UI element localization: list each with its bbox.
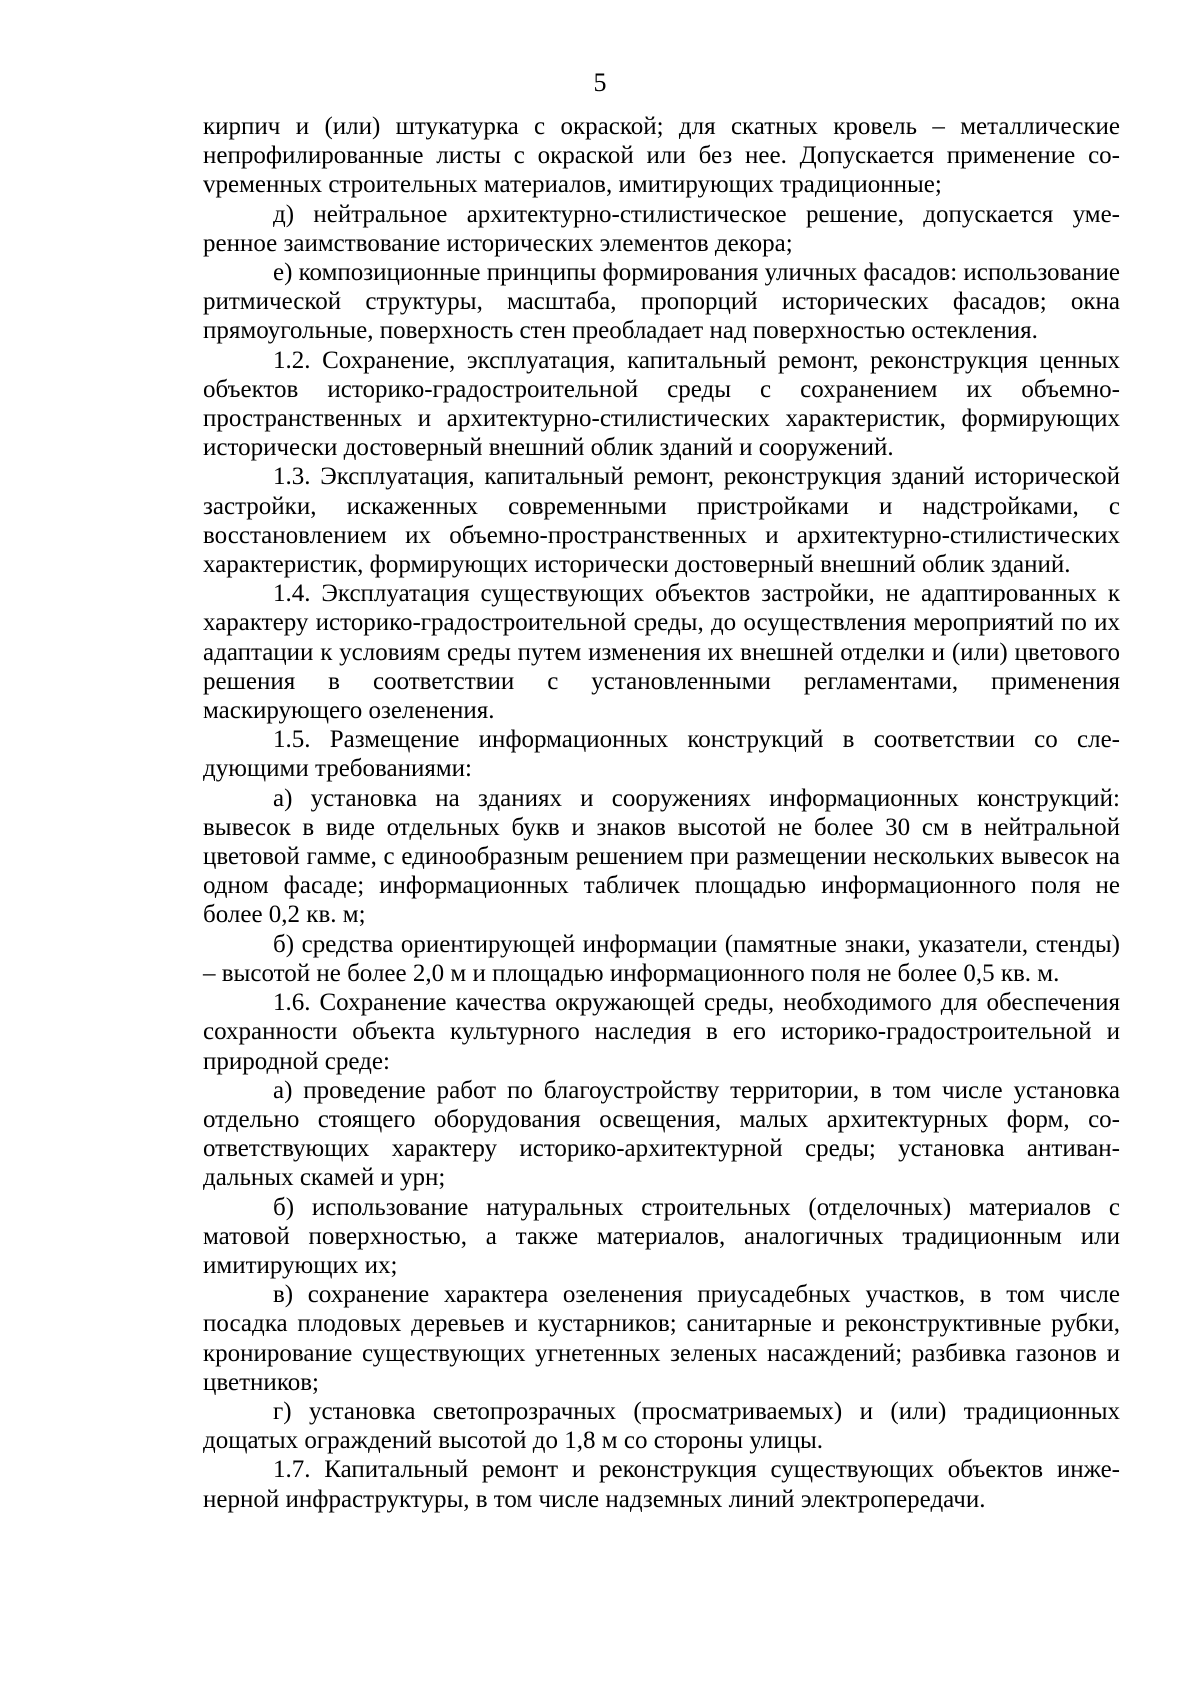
paragraph-1-5-a: а) установка на зданиях и сооружениях информационных конструкций: вывесок в виде отдельных букв и знаков высотой не более 30 см в нейтральной цветовой гамме, с единообразным решением при размещении нескольких вывесок на одном фасаде; информационных табличек площадью информационного поля не более 0,2 кв. м; [203,784,1120,929]
paragraph-continuation: кирпич и (или) штукатурка с окраской; для скатных кровель – металлические непрофилированные листы с окраской или без нее. Допускается применение соvременных строительных материалов, имитирующих традиционные; [203,113,1120,199]
document-body [203,112,1120,1514]
paragraph-1-6-g: г) установка светопрозрачных (просматриваемых) и (или) традиционных дощатых ограждений высотой до 1,8 м со стороны улицы. [203,1397,1120,1455]
paragraph-1-4: 1.4. Эксплуатация существующих объектов застройки, не адаптированных к характеру историко-градостроительной среды, до осуществления мероприятий по их адаптации к условиям среды путем изменения их внешней отделки и (или) цветового решения в соответствии с установленными регламентами, применения маскирующего озеленения. [203,580,1120,725]
page-number: 5 [593,68,607,97]
paragraph-item-e: е) композиционные принципы формирования уличных фасадов: использование ритмической структуры, масштаба, пропорций исторических фасадов; окна прямоугольные, поверхность стен преобладает над поверхностью остекления. [203,259,1120,345]
paragraph-1-6-v: в) сохранение характера озеленения приусадебных участков, в том числе посадка плодовых деревьев и кустарников; санитарные и реконструктивные рубки, кронирование существующих угнетенных зеленых насаждений; разбивка газонов и цветников; [203,1281,1120,1396]
paragraph-1-6-a: а) проведение работ по благоустройству территории, в том числе установка отдельно стоящего оборудования освещения, малых архитектурных форм, соответствующих характеру историко-архитектурной среды; установка антивандальных скамей и урн; [203,1076,1120,1192]
paragraph-1-6: 1.6. Сохранение качества окружающей среды, необходимого для обеспечения сохранности объекта культурного наследия в его историко-градостроительной и природной среде: [203,989,1120,1075]
paragraph-1-2: 1.2. Сохранение, эксплуатация, капитальный ремонт, реконструкция ценных объектов историко-градостроительной среды с сохранением их объемно-пространственных и архитектурно-стилистических характеристик, формирующих исторически достоверный внешний облик зданий и сооружений. [203,346,1120,462]
paragraph-item-d: д) нейтральное архитектурно-стилистическое решение, допускается умеренное заимствование исторических элементов декора; [203,200,1120,257]
paragraph-1-5-b: б) средства ориентирующей информации (памятные знаки, указатели, стенды) – высотой не более 2,0 м и площадью информационного поля не более 0,5 кв. м. [203,930,1120,987]
paragraph-1-3: 1.3. Эксплуатация, капитальный ремонт, реконструкция зданий исторической застройки, искаженных современными пристройками и надстройками, с восстановлением их объемно-пространственных и архитектурно-стилистических характеристик, формирующих исторически достоверный внешний облик зданий. [203,463,1120,579]
paragraph-1-6-b: б) использование натуральных строительных (отделочных) материалов с матовой поверхностью, а также материалов, аналогичных традиционным или имитирующих их; [203,1193,1120,1279]
paragraph-1-5: 1.5. Размещение информационных конструкций в соответствии со следующими требованиями: [203,726,1120,783]
paragraph-1-7: 1.7. Капитальный ремонт и реконструкция существующих объектов инженерной инфраструктуры, в том числе надземных линий электропередачи. [203,1456,1120,1513]
